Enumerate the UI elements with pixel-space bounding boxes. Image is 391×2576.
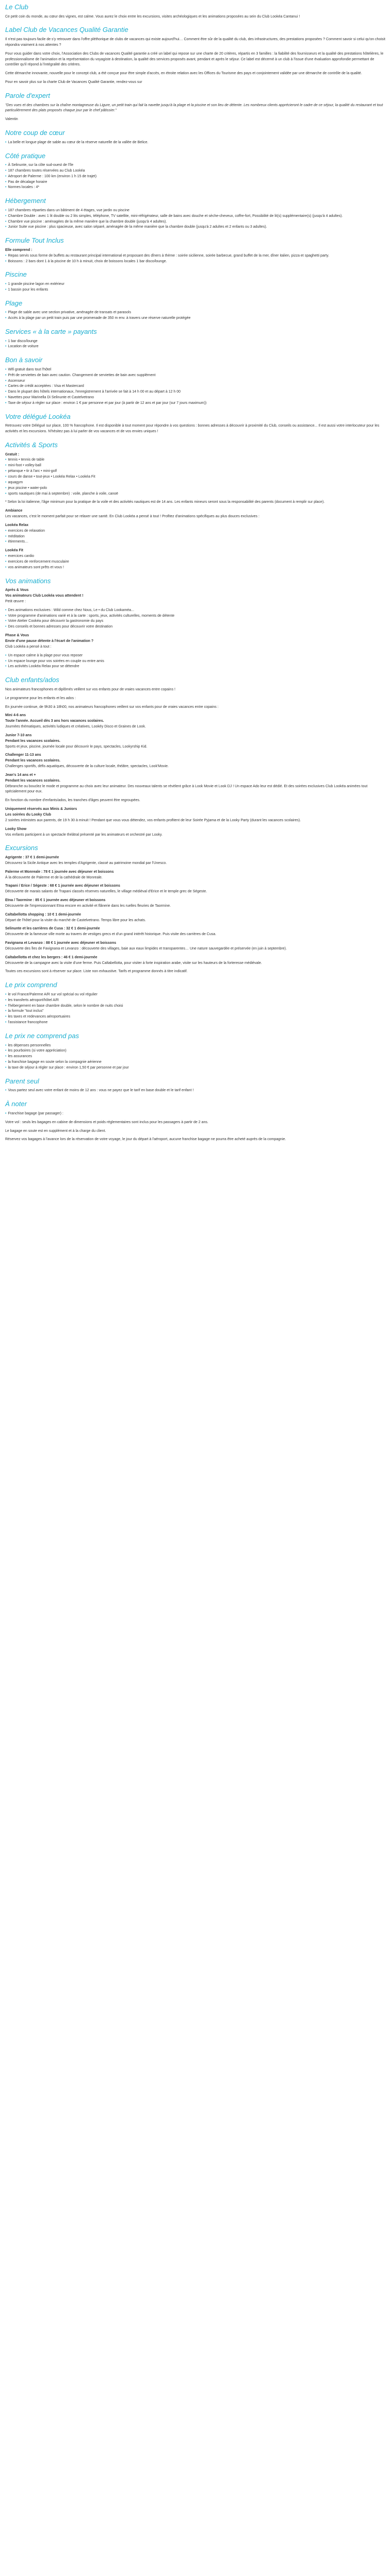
bullet-icon: •: [5, 287, 7, 292]
section-hebergement: [5, 197, 386, 230]
list-item: [5, 384, 386, 389]
paragraph: Découverte des îles de Favignana et Levanzo : découverte des villages, baie aux eaux limpides et transparentes… Une nature sauvegardée et préservée (en juin à septembre).: [5, 946, 287, 951]
subheading: Agrigente : 37 € 1 demi-journée: [5, 855, 59, 859]
subheading: Ambiance: [5, 509, 23, 513]
list-item: [5, 565, 386, 571]
section-excursions: [5, 844, 386, 975]
bullet-icon: •: [5, 475, 7, 479]
subheading: Mini 4-6 ans: [5, 714, 26, 718]
subheading: Pendant les vacances scolaires.: [5, 778, 61, 783]
list-item: [5, 180, 386, 185]
list-item-text: Un espace lounge pour vos soirées en couple ou entre amis: [8, 659, 104, 663]
paragraph: À la découverte de Palerme et de la cathédrale de Monreale.: [5, 875, 103, 879]
section-title: À noter: [5, 1100, 27, 1108]
subheading: Selinunte et les carrières de Cusa : 32 € 1 demi-journée: [5, 927, 100, 931]
bullet-icon: •: [5, 554, 7, 558]
subheading: Caltabellotta et chez les bergers : 46 € 1 demi-journée: [5, 955, 97, 959]
bullet-icon: •: [5, 665, 7, 669]
list-item: [5, 379, 386, 384]
paragraph: Pour vous guider dans votre choix, l'Association des Clubs de vacances Qualité garantie a créé un label qui repose sur une charte de 20 critères, répartis en 3 familles : la fiabilité des fournisseurs et la qualité des prestations hôtelières, le professionnalisme de l'animation et la représentation du voyagiste à destination, la qualité des services proposés avant, pendant et après le séjour. Ce label est décerné à un club à l'issue d'une évaluation approfondie permettant de contrôler qu'il répond à l'intégralité des critères.: [5, 52, 384, 67]
bullet-list: [5, 992, 386, 1026]
section-title: Parent seul: [5, 1077, 39, 1085]
list-item: [5, 539, 386, 545]
bullet-list: [5, 457, 386, 497]
section-club-enfants-ados: [5, 676, 386, 838]
bullet-list: [5, 554, 386, 571]
section-title: Activités & Sports: [5, 441, 58, 449]
list-item: [5, 529, 386, 534]
section-title: Le prix ne comprend pas: [5, 1031, 79, 1040]
section-bon-a-savoir: [5, 356, 386, 406]
list-item: [5, 480, 386, 486]
list-item: [5, 1054, 386, 1060]
bullet-list: [5, 163, 386, 191]
list-item-text: la franchise bagage en soute selon la compagnie aérienne: [8, 1060, 102, 1064]
list-item-text: sports nautiques (de mai à septembre) : voile, planche à voile, canoë: [8, 492, 119, 496]
subheading: Les soirées du Looky Club: [5, 813, 52, 817]
bullet-icon: •: [5, 140, 7, 144]
section-title: Notre coup de cœur: [5, 129, 65, 137]
bullet-icon: •: [5, 625, 7, 629]
section-vos-animations: [5, 577, 386, 670]
bullet-icon: •: [5, 282, 7, 286]
section-title: Côté pratique: [5, 151, 46, 160]
bullet-icon: •: [5, 316, 7, 320]
list-item-text: 187 chambres réparties dans un bâtiment de 4 étages, vue jardin ou piscine: [8, 208, 129, 212]
list-item-text: exercices de renforcement musculaire: [8, 560, 69, 564]
list-item: [5, 463, 386, 469]
section-a-noter: [5, 1100, 386, 1143]
list-item: [5, 554, 386, 560]
list-item-text: Junior Suite vue piscine : plus spacieuse, avec salon séparé, aménagée de la même manière que la chambre double (jusqu'à 2 adultes et 2 enfants ou 3 adultes).: [8, 225, 267, 229]
subheading: Après & Vous: [5, 588, 29, 592]
section-title: Formule Tout Inclus: [5, 236, 64, 245]
list-item: [5, 998, 386, 1004]
list-item: [5, 614, 386, 619]
bullet-icon: •: [5, 401, 7, 405]
subheading: Elle comprend :: [5, 248, 32, 252]
list-item: [5, 560, 386, 565]
list-item-text: l'assistance francophone: [8, 1021, 48, 1025]
list-item-text: l'hébergement en base chambre double, selon le nombre de nuits choisi: [8, 1004, 123, 1008]
section-title: Le prix comprend: [5, 981, 57, 989]
subheading: Palerme et Monreale : 78 € 1 journée avec déjeuner et boissons: [5, 870, 114, 874]
paragraph: Vos enfants participent à un spectacle théâtral présenté par les animateurs et orchestré par Looky.: [5, 833, 162, 837]
list-item: [5, 608, 386, 614]
subheading: Envie d'une pause détente à l'écart de l'animation ?: [5, 639, 94, 643]
list-item-text: Accès à la plage par un petit train puis par une promenade de 350 m env. à travers une réserve naturelle protégée: [8, 316, 191, 320]
list-item: [5, 1014, 386, 1020]
paragraph: Cette démarche innovante, nouvelle pour le concept club, a été conçue pour être simple d'accès, en étroite relation avec les Offices du Tourisme des pays et conjointement validée par une démarche de contrôle de la qualité.: [5, 72, 362, 76]
bullet-list: [5, 282, 386, 293]
subheading: Toute l'année. Accueil dès 3 ans hors vacances scolaires.: [5, 719, 104, 723]
list-item: [5, 259, 386, 265]
list-item: [5, 185, 386, 191]
paragraph: Découverte de marais salants de Trapani classés réserves naturelles, le village médiéval d'Erice et le temple grec de Ségeste.: [5, 890, 207, 894]
paragraph: Le bagage en soute est en supplément et à la charge du client.: [5, 1129, 106, 1133]
list-item-text: vos animateurs sont prêts et vous !: [8, 565, 64, 569]
list-item: [5, 1020, 386, 1026]
paragraph: Valentin: [5, 117, 18, 122]
paragraph: Retrouvez votre Délégué sur place, 100 % francophone. Il est disponible à tout moment pour répondre à vos questions : bonnes adresses à découvrir à proximité du Club, conseils ou assistance... Il est aussi votre interlocuteur pour les activités et les excursions. N'hésitez pas à lui parler de vos vacances et de vos envies uniques !: [5, 424, 380, 434]
list-item: [5, 474, 386, 480]
list-item-text: Des conseils et bonnes adresses pour découvrir votre destination: [8, 625, 113, 629]
list-item: [5, 401, 386, 406]
list-item-text: Franchise bagage (par passager) :: [8, 1111, 63, 1115]
section-title: Services « à la carte » payants: [5, 327, 97, 335]
paragraph: Découverte de la fameuse ville morte au travers de vestiges grecs et d'un grand intérêt historique. Puis visite des carrières de Cusa.: [5, 933, 217, 937]
list-item-text: les dépenses personnelles: [8, 1043, 51, 1047]
list-item: [5, 389, 386, 395]
list-item: [5, 282, 386, 287]
bullet-list: [5, 339, 386, 350]
bullet-icon: •: [5, 1065, 7, 1070]
bullet-icon: •: [5, 529, 7, 533]
section-parole-d-expert: [5, 92, 386, 123]
list-item: [5, 1065, 386, 1071]
bullet-icon: •: [5, 367, 7, 371]
list-item-text: Normes locales : 4*: [8, 185, 40, 190]
bullet-list: [5, 608, 386, 630]
list-item-text: Aéroport de Palerme : 100 km (environ 1 h 15 de trajet): [8, 174, 97, 178]
list-item-text: Plage de sable avec une section privative, aménagée de transats et parasols: [8, 311, 131, 315]
subheading: Looky Show: [5, 827, 27, 831]
list-item-text: Dans le plupart des hôtels internationaux, l'enregistrement à l'arrivée se fait à 14 h 00 et au départ à 12 h 00: [8, 390, 181, 394]
bullet-icon: •: [5, 163, 7, 167]
list-item: [5, 344, 386, 350]
bullet-list: [5, 310, 386, 321]
subheading: Uniquement réservés aux Minis & Juniors: [5, 807, 77, 811]
list-item-text: Repas servis sous forme de buffets au restaurant principal international et proposant des dîners à thème : soirée sicilienne, soirée barbecue, grand buffet de la mer, dîner italien, pizza et spaghetti party.: [8, 253, 330, 258]
subheading: Jean's 14 ans et +: [5, 773, 36, 777]
list-item: [5, 316, 386, 321]
paragraph: Toutes ces excursions sont à réserver sur place. Liste non exhaustive. Tarifs et programme donnés à titre indicatif.: [5, 970, 188, 974]
list-item-text: Un espace calme à la plage pour vous reposer: [8, 653, 83, 657]
list-item: [5, 1088, 386, 1094]
paragraph: Ce petit coin du monde, au cœur des vignes, est calme. Vous aurez le choix entre les excursions, visites archéologiques et les animations proposées au sein du Club Lookéa Cantanui !: [5, 14, 300, 19]
list-item-text: aquagym: [8, 480, 23, 484]
list-item: [5, 214, 386, 219]
bullet-icon: •: [5, 1049, 7, 1053]
bullet-icon: •: [5, 253, 7, 258]
paragraph: Il n'est pas toujours facile de s'y retrouver dans l'offre pléthorique de clubs de vacances qui existe aujourd'hui… Comment être sûr de la qualité du club, des infrastructures, des prestations proposées ? Comment savoir si celui qu'on choisit répondra vraiment à nos attentes ?: [5, 38, 385, 47]
list-item: [5, 225, 386, 230]
section-title: Votre délégué Lookéa: [5, 412, 71, 420]
list-item-text: 187 chambres toutes réservées au Club Lookéa: [8, 168, 85, 173]
bullet-icon: •: [5, 619, 7, 623]
subheading: Phase & Vous: [5, 634, 29, 638]
subheading: Pendant les vacances scolaires.: [5, 739, 61, 743]
bullet-icon: •: [5, 540, 7, 544]
list-item-text: Location de voiture: [8, 345, 39, 349]
section-title: Vos animations: [5, 577, 51, 585]
section-activites-sports: [5, 441, 386, 571]
paragraph: En journée continue, de 9h30 à 18h00, nos animateurs francophones veillent sur vos enfants pour de vraies vacances entre copains :: [5, 705, 219, 709]
bullet-icon: •: [5, 1060, 7, 1064]
bullet-list: [5, 1043, 386, 1071]
bullet-icon: •: [5, 653, 7, 657]
paragraph: En fonction du nombre d'enfants/ados, les tranches d'âges peuvent être regroupées.: [5, 799, 140, 803]
bullet-icon: •: [5, 259, 7, 263]
list-item: [5, 992, 386, 998]
bullet-list: [5, 529, 386, 546]
bullet-icon: •: [5, 486, 7, 490]
list-item: [5, 486, 386, 492]
list-item: [5, 367, 386, 373]
list-item-text: Des animations exclusives : Wild comme chez Nous, Le • du Club Lookaméa...: [8, 608, 134, 612]
bullet-icon: •: [5, 492, 7, 496]
bullet-icon: •: [5, 992, 7, 996]
bullet-icon: •: [5, 998, 7, 1002]
section-formule-tout-inclus: [5, 236, 386, 264]
list-item: [5, 619, 386, 624]
list-item-text: la taxe de séjour à régler sur place : environ 1,50 € par personne et par jour: [8, 1065, 129, 1070]
bullet-icon: •: [5, 469, 7, 473]
bullet-icon: •: [5, 379, 7, 383]
paragraph: Les vacances, c'est le moment parfait pour se relaxer une santé. En Club Lookéa a pensé à tout ! Profitez d'animations spécifiques au plus douces exclusives :: [5, 515, 259, 519]
list-item-text: mini-foot • volley-ball: [8, 464, 41, 468]
subheading: Lookéa Relax: [5, 523, 29, 527]
section-services-a-la-carte-payants: [5, 328, 386, 350]
section-plage: [5, 299, 386, 321]
bullet-icon: •: [5, 480, 7, 484]
list-item: [5, 1048, 386, 1054]
paragraph: Débranche ou bouclez le mode et programme au choix avec leur animateur. Des nouveaux talents se révèlent grâce à Look Movie et Look DJ ! Un espace Ado leur est dédié. Et des soirées exclusives Club Lookéa animées tout spécialement pour eux.: [5, 784, 368, 794]
list-item-text: Prêt de serviettes de bain avec caution. Changement de serviettes de bain avec supplément: [8, 373, 156, 377]
section-le-prix-ne-comprend-pas: [5, 1032, 386, 1071]
bullet-icon: •: [5, 1043, 7, 1047]
bullet-icon: •: [5, 168, 7, 173]
list-item: [5, 1043, 386, 1049]
bullet-icon: •: [5, 390, 7, 394]
list-item-text: Ascenseur: [8, 379, 25, 383]
list-item: [5, 1009, 386, 1014]
section-title: Parole d'expert: [5, 91, 51, 99]
list-item: [5, 624, 386, 630]
bullet-icon: •: [5, 396, 7, 400]
list-item: [5, 140, 386, 146]
paragraph: * Selon la loi italienne, l'âge minimum pour la pratique de la voile et des activités nautiques est de 14 ans. Les enfants mineurs seront sous la responsabilité des parents (document à remplir sur place).: [5, 500, 325, 504]
list-item-text: tennis • tennis de table: [8, 458, 45, 462]
bullet-icon: •: [5, 464, 7, 468]
bullet-icon: •: [5, 311, 7, 315]
bullet-icon: •: [5, 180, 7, 184]
paragraph: Club Lookéa a pensé à tout :: [5, 645, 52, 649]
paragraph: Sports et jeux, piscine, journée locale pour découvrir le pays, spectacles, Lookyrship Kid.: [5, 744, 148, 749]
subheading: Vos animateurs Club Lookéa vous attendent !: [5, 594, 84, 598]
bullet-icon: •: [5, 534, 7, 538]
list-item-text: le vol France/Palerme A/R sur vol spécial ou vol régulier: [8, 992, 97, 996]
bullet-icon: •: [5, 1004, 7, 1008]
section-le-prix-comprend: [5, 981, 386, 1026]
list-item-text: exercices cardio: [8, 554, 35, 558]
paragraph: Départ de l'hôtel pour la visite du marché de Castelvetrano. Temps libre pour les achats.: [5, 918, 146, 922]
list-item: [5, 653, 386, 659]
section-votre-delegue-lookea: [5, 413, 386, 435]
section-title: Excursions: [5, 844, 38, 852]
section-cote-pratique: [5, 152, 386, 191]
bullet-icon: •: [5, 560, 7, 564]
list-item-text: 1 bassin pour les enfants: [8, 287, 48, 292]
list-item: [5, 1004, 386, 1009]
paragraph: Journées thématiques, activités ludiques et créatives, Lookéy Disco et Graines de Look.: [5, 725, 146, 729]
bullet-icon: •: [5, 614, 7, 618]
list-item-text: Chambre Double : avec 1 lit double ou 2 lits simples, téléphone, TV satellite, mini-réfrigérateur, salle de bains avec douche et sèche-cheveux, coffre-fort, Possibilité de lit(s) supplémentaire(s) (jusqu'à 4 adultes).: [8, 214, 343, 218]
bullet-icon: •: [5, 1009, 7, 1013]
section-piscine: [5, 270, 386, 293]
list-item-text: Votre programme d'animations varié et à la carte : sports, jeux, activités culturelles, moments de détente: [8, 614, 175, 618]
bullet-icon: •: [5, 1111, 7, 1115]
list-item-text: Wifi gratuit dans tout l'hôtel: [8, 367, 52, 371]
list-item: [5, 1111, 386, 1117]
bullet-icon: •: [5, 219, 7, 224]
list-item-text: les assurances: [8, 1055, 32, 1059]
list-item-text: Pas de décalage horaire: [8, 180, 47, 184]
list-item: [5, 339, 386, 345]
section-title: Hébergement: [5, 197, 46, 205]
bullet-icon: •: [5, 174, 7, 178]
bullet-icon: •: [5, 1055, 7, 1059]
paragraph: Découverte de l'impressionnant Etna encore en activité et flânerie dans les ruelles fleuries de Taormine.: [5, 904, 171, 908]
bullet-list: [5, 1111, 386, 1117]
bullet-icon: •: [5, 1021, 7, 1025]
list-item: [5, 659, 386, 665]
list-item: [5, 395, 386, 401]
section-title: Bon à savoir: [5, 356, 43, 364]
paragraph: "Des vues et des chambres sur la chaîne montagneuse du Ligure, un petit train qui fait la navette jusqu'à la plage et la piscine et son lieu de détente. Les nombreux clients apprécieront le cadre de ce séjour, la qualité du restaurant et tout particulièrement des plats proposés chaque jour par le chef pâtissier.": [5, 103, 383, 113]
paragraph: Pour en savoir plus sur la charte Club de Vacances Qualité Garantie, rendez-vous sur: [5, 80, 142, 84]
bullet-icon: •: [5, 345, 7, 349]
subheading: Challenger 11-13 ans: [5, 753, 41, 757]
subheading: Favignana et Levanzo : 88 € 1 journée avec déjeuner et boissons: [5, 941, 117, 945]
section-title: Plage: [5, 299, 23, 307]
list-item-text: cours de danse • tout-jeux • Lookéa Relax • Lookéa Fit: [8, 475, 95, 479]
subheading: Junior 7-10 ans: [5, 733, 32, 737]
bullet-icon: •: [5, 225, 7, 229]
paragraph: Découvrez la Sicile Antique avec les temples d'Agrigente, classé au patrimoine mondial par l'Unesco.: [5, 861, 167, 865]
paragraph: Découverte de la campagne avec la visite d'une ferme. Puis Caltabellotta, pour visiter à forte inspiration arabe, visite sur les hauteurs de la forteresse médiévale.: [5, 961, 262, 965]
list-item-text: La belle et longue plage de sable au cœur de la réserve naturelle de la vallée de Belice.: [8, 140, 149, 144]
list-item: [5, 253, 386, 259]
list-item-text: Taxe de séjour à régler sur place : environ 1 € par personne et par jour (à partir de 12 ans et par jour (sur 7 jours maximum)): [8, 401, 207, 405]
list-item-text: méditation: [8, 534, 25, 538]
list-item-text: Votre Atelier Cookéa pour découvrir la gastronomie du pays: [8, 619, 104, 623]
bullet-icon: •: [5, 1015, 7, 1019]
list-item-text: la formule "tout inclus": [8, 1009, 44, 1013]
list-item: [5, 664, 386, 670]
section-title: Club enfants/ados: [5, 676, 59, 684]
bullet-icon: •: [5, 208, 7, 212]
section-title: Le Club: [5, 3, 28, 11]
paragraph: Réservez vos bagages à l'avance lors de la réservation de votre voyage, le jour du départ à l'aéroport, aucune franchise bagage ne pourra être acheté auprès de la compagnie.: [5, 1138, 286, 1142]
list-item-text: À Selinunte, sur la côte sud-ouest de l'île: [8, 163, 74, 167]
bullet-icon: •: [5, 458, 7, 462]
subheading: Etna / Taormine : 85 € 1 journée avec déjeuner et boissons: [5, 899, 106, 903]
bullet-icon: •: [5, 608, 7, 612]
bullet-icon: •: [5, 339, 7, 343]
bullet-icon: •: [5, 373, 7, 377]
subheading: Lookéa Fit: [5, 549, 24, 553]
list-item: [5, 287, 386, 293]
subheading: Caltabellotta shopping : 10 € 1 demi-journée: [5, 912, 82, 917]
list-item: [5, 219, 386, 225]
subheading: Trapani / Erice / Ségeste : 68 € 1 journée avec déjeuner et boissons: [5, 884, 120, 888]
list-item-text: étirements…: [8, 540, 29, 544]
list-item-text: pétanque • tir à l'arc • mini-golf: [8, 469, 57, 473]
list-item-text: Vous partez seul avec votre enfant de moins de 12 ans : vous ne payez que le tarif en base double et le tarif enfant !: [8, 1089, 194, 1093]
list-item-text: les transferts aéroport/hôtel A/R: [8, 998, 59, 1002]
bullet-list: [5, 1088, 386, 1094]
list-item-text: Boissons : 2 bars dont 1 à la piscine de 10 h à minuit, choix de boissons locales 1 bar disco/lounge.: [8, 259, 167, 263]
bullet-list: [5, 208, 386, 230]
page-content: [0, 0, 391, 1154]
list-item-text: Cartes de crédit acceptées : Visa et Mastercard: [8, 384, 84, 388]
list-item-text: Les activités Lookéa Relax pour se détendre: [8, 665, 79, 669]
list-item: [5, 492, 386, 497]
bullet-list: [5, 140, 386, 146]
section-title: Piscine: [5, 270, 27, 279]
paragraph: Le programme pour les enfants et les ados :: [5, 696, 76, 700]
section-le-club: [5, 3, 386, 20]
list-item-text: jeux piscine • water-polo: [8, 486, 47, 490]
section-label-club-de-vacances-qualite-garantie: [5, 26, 386, 86]
bullet-icon: •: [5, 384, 7, 388]
list-item-text: les pourboires (si votre appréciation): [8, 1049, 67, 1053]
list-item: [5, 534, 386, 540]
list-item: [5, 457, 386, 463]
list-item: [5, 168, 386, 174]
subheading: Gratuit :: [5, 452, 20, 456]
list-item-text: 1 grande piscine lagon en extérieur: [8, 282, 64, 286]
bullet-icon: •: [5, 565, 7, 569]
bullet-icon: •: [5, 185, 7, 190]
paragraph: 2 soirées intimistes aux parents, de 19 h 30 à minuit ! Pendant que vous vous détendez, vos enfants profitent de leur Soirée Pyjama et de la Looky Party (durant les vacances scolaires).: [5, 818, 301, 822]
list-item: [5, 174, 386, 180]
list-item-text: exercices de relaxation: [8, 529, 45, 533]
bullet-icon: •: [5, 214, 7, 218]
list-item: [5, 208, 386, 214]
bullet-list: [5, 367, 386, 406]
list-item-text: Chambre vue piscine : aménagées de la même manière que la chambre double (jusqu'à 4 adultes).: [8, 219, 167, 224]
paragraph: Challenges sportifs, défis aquatiques, découverte de la culture locale, théâtre, spectacles, Look'Movie.: [5, 765, 169, 769]
list-item-text: les taxes et redevances aéroportuaires: [8, 1015, 71, 1019]
list-item: [5, 469, 386, 474]
subheading: Pendant les vacances scolaires.: [5, 759, 61, 763]
bullet-list: [5, 253, 386, 265]
bullet-icon: •: [5, 1089, 7, 1093]
list-item: [5, 310, 386, 316]
paragraph: Votre vol : seuls les bagages en cabine de dimensions et poids réglementaires sont inclus pour les passagers à partir de 2 ans.: [5, 1120, 208, 1124]
bullet-icon: •: [5, 659, 7, 663]
list-item: [5, 1060, 386, 1065]
paragraph: Petit œuvre :: [5, 599, 26, 603]
list-item: [5, 163, 386, 168]
paragraph: Nos animateurs francophones et diplômés veillent sur vos enfants pour de vraies vacances entre copains !: [5, 687, 175, 691]
section-parent-seul: [5, 1077, 386, 1094]
list-item-text: 1 bar disco/lounge: [8, 339, 38, 343]
section-title: Label Club de Vacances Qualité Garantie: [5, 26, 128, 34]
section-notre-coup-de-c-ur: [5, 129, 386, 145]
list-item: [5, 373, 386, 379]
list-item-text: Navettes pour Marinella Di Selinunte et Castelvetrano: [8, 396, 94, 400]
bullet-list: [5, 653, 386, 670]
